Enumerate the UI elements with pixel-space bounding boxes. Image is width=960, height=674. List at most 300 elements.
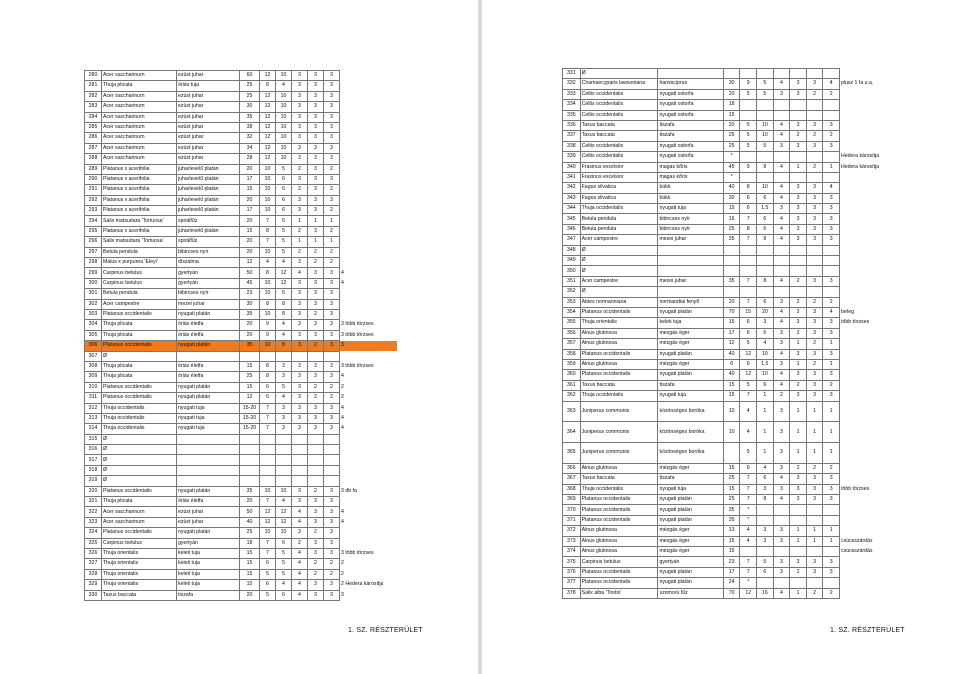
cell-crown-value (757, 152, 774, 162)
cell-v1: 4 (773, 307, 790, 317)
cell-row-id: 335 (563, 110, 581, 120)
cell-v3 (324, 465, 340, 475)
cell-trunk-value: 35 (723, 235, 740, 245)
cell-latin-name: Platanus x acerifolia (102, 164, 177, 174)
cell-v1: 2 (292, 538, 308, 548)
cell-v2: 3 (790, 474, 807, 484)
table-row (563, 380, 892, 390)
cell-hungarian-name: nyugati platán (658, 349, 723, 359)
cell-note (840, 328, 892, 338)
cell-latin-name: Platanus occidentalis (102, 309, 177, 319)
cell-trunk-value: 60 (240, 71, 260, 81)
cell-height-value: 6 (260, 559, 276, 569)
cell-note (840, 370, 892, 380)
cell-row-id: 316 (85, 445, 102, 455)
cell-hungarian-name: ezüst juhar (177, 517, 240, 527)
cell-hungarian-name: tiszafa (658, 120, 723, 130)
cell-v1: 3 (292, 133, 308, 143)
cell-crown-value (276, 465, 292, 475)
cell-v1: 4 (773, 349, 790, 359)
cell-v1 (292, 351, 308, 361)
cell-hungarian-name: nyugati tuja (177, 413, 240, 423)
table-row (85, 361, 397, 371)
cell-note: több törzses (841, 319, 870, 326)
cell-v1: 3 (292, 195, 308, 205)
left-page (0, 0, 478, 674)
cell-row-id: 356 (563, 328, 581, 338)
table-row (563, 276, 892, 286)
cell-crown-value: 5 (757, 557, 774, 567)
cell-v1: 1 (292, 216, 308, 226)
cell-note (840, 359, 892, 369)
cell-v4: 2 (341, 560, 344, 567)
cell-v4: 2 (823, 463, 840, 473)
cell-v2: 3 (308, 112, 324, 122)
cell-note (840, 256, 892, 266)
cell-v2: 2 (308, 382, 324, 392)
cell-row-id: 340 (563, 162, 581, 172)
cell-trunk-value: 15 (240, 559, 260, 569)
cell-note (840, 224, 892, 234)
cell-v4 (340, 247, 397, 257)
cell-height-value: 6 (740, 193, 757, 203)
cell-v2: 3 (790, 183, 807, 193)
cell-hungarian-name: bibircses nyír (177, 247, 240, 257)
cell-v2: 2 (308, 247, 324, 257)
cell-height-value: 7 (260, 413, 276, 423)
cell-note: plusz 1 fa u.a. (841, 80, 874, 87)
cell-crown-value: 5 (276, 226, 292, 236)
cell-v2: 2 (790, 380, 807, 390)
cell-latin-name: Platanus x acerifolia (102, 174, 177, 184)
cell-v3: 3 (324, 580, 340, 590)
cell-height-value: 7 (740, 474, 757, 484)
cell-latin-name: Celtis occidentalis (580, 89, 658, 99)
cell-v4: 1 (823, 162, 840, 172)
cell-v3: 1 (324, 237, 340, 247)
cell-row-id: 281 (85, 81, 102, 91)
cell-v3 (806, 578, 823, 588)
table-row (563, 349, 892, 359)
cell-height-value: 5 (740, 89, 757, 99)
cell-v3: 3 (324, 320, 340, 330)
cell-latin-name: Taxus baccata (580, 380, 658, 390)
cell-trunk-value: 40 (723, 349, 740, 359)
cell-height-value: 6 (740, 328, 757, 338)
cell-trunk-value: 15-20 (240, 403, 260, 413)
table-row (85, 424, 397, 434)
cell-v3: 3 (806, 204, 823, 214)
cell-v1: 4 (773, 370, 790, 380)
cell-height-value: 5 (740, 141, 757, 151)
cell-note (840, 193, 892, 203)
cell-latin-name: Ø (580, 287, 658, 297)
cell-row-id: 317 (85, 455, 102, 465)
cell-v4: 3 db fa (341, 487, 357, 494)
cell-trunk-value: 30 (240, 299, 260, 309)
table-row (563, 484, 892, 494)
cell-v4: 2 (823, 588, 840, 598)
cell-v1: 3 (773, 328, 790, 338)
cell-row-id: 343 (563, 193, 581, 203)
cell-v4: 2 (823, 131, 840, 141)
left-tree-table (84, 70, 397, 601)
cell-crown-value: 6 (276, 174, 292, 184)
cell-crown-value: 6 (276, 206, 292, 216)
cell-trunk-value (240, 465, 260, 475)
cell-row-id: 285 (85, 122, 102, 132)
cell-v1: 3 (292, 486, 308, 496)
cell-hungarian-name: tiszafa (177, 590, 240, 600)
cell-height-value: 6 (740, 359, 757, 369)
cell-v1 (292, 445, 308, 455)
cell-note (840, 557, 892, 567)
cell-v4: 4 (341, 518, 344, 525)
cell-trunk-value: 20 (723, 297, 740, 307)
cell-hungarian-name: óriás életfa (177, 372, 240, 382)
cell-latin-name: Fraxinus excelsior (580, 162, 658, 172)
cell-hungarian-name: közönséges boróka (658, 422, 723, 443)
cell-latin-name: Acer saccharinum (102, 517, 177, 527)
cell-v3: 2 (324, 393, 340, 403)
cell-v4: 3 (823, 214, 840, 224)
cell-trunk-value: 50 (240, 507, 260, 517)
cell-trunk-value: 10 (723, 401, 740, 422)
cell-crown-value (757, 256, 774, 266)
cell-v1 (773, 100, 790, 110)
cell-v2: 3 (308, 195, 324, 205)
cell-v2: 2 (308, 341, 324, 351)
cell-latin-name: Juniperus communis (580, 422, 658, 443)
cell-v3 (806, 515, 823, 525)
cell-latin-name: Platanus occidentalis (102, 393, 177, 403)
cell-v2: 2 (308, 559, 324, 569)
cell-v2: 1 (308, 216, 324, 226)
table-row (563, 515, 892, 525)
cell-v2 (790, 578, 807, 588)
cell-v1: 4 (773, 276, 790, 286)
cell-v4: 3 (823, 141, 840, 151)
cell-latin-name: Platanus occidentalis (580, 505, 658, 515)
cell-latin-name: Salix matsudara 'Tortuosa' (102, 237, 177, 247)
cell-row-id: 346 (563, 224, 581, 234)
cell-v4 (340, 258, 397, 268)
cell-v1: 1 (292, 237, 308, 247)
cell-height-value: 10 (260, 164, 276, 174)
cell-v2: 3 (308, 320, 324, 330)
cell-v2: 2 (308, 258, 324, 268)
cell-trunk-value: 40 (723, 370, 740, 380)
table-row (563, 287, 892, 297)
cell-v3: 1 (806, 422, 823, 443)
cell-row-id: 370 (563, 505, 581, 515)
cell-note (840, 131, 892, 141)
cell-v4: 3 több törzses (341, 550, 374, 557)
cell-crown-value: 8 (757, 235, 774, 245)
cell-latin-name: Chamaecyparis lawsoniana (580, 79, 658, 89)
cell-crown-value: 10 (276, 71, 292, 81)
cell-v3: 3 (324, 372, 340, 382)
cell-row-id: 303 (85, 309, 102, 319)
cell-v3: 3 (324, 143, 340, 153)
table-row (85, 382, 397, 392)
table-row (85, 195, 397, 205)
cell-latin-name: Ø (102, 465, 177, 475)
cell-row-id: 366 (563, 463, 581, 473)
cell-height-value (260, 476, 276, 486)
cell-latin-name: Thuja plicata (102, 330, 177, 340)
cell-row-id: 298 (85, 258, 102, 268)
table-row (563, 89, 892, 99)
cell-trunk-value: 30 (723, 193, 740, 203)
cell-hungarian-name: bibircses nyír (658, 224, 723, 234)
cell-trunk-value: 17 (240, 174, 260, 184)
table-row (85, 569, 397, 579)
cell-v3: 2 (806, 339, 823, 349)
cell-v2: 2 (308, 309, 324, 319)
cell-hungarian-name: juharlevelű platán (177, 226, 240, 236)
cell-hungarian-name: tiszafa (658, 474, 723, 484)
cell-trunk-value: 13 (723, 526, 740, 536)
cell-v3: 1 (806, 443, 823, 464)
cell-hungarian-name: nyugati platán (658, 505, 723, 515)
cell-v1: 3 (773, 297, 790, 307)
cell-v2 (790, 266, 807, 276)
cell-v3: 3 (324, 424, 340, 434)
cell-hungarian-name: nyugati ostorfa (658, 89, 723, 99)
cell-v4: 3 (823, 328, 840, 338)
cell-hungarian-name: tiszafa (658, 380, 723, 390)
cell-latin-name: Platanus x acerifolia (102, 195, 177, 205)
cell-v2 (308, 455, 324, 465)
cell-latin-name: Ø (102, 476, 177, 486)
cell-trunk-value: 16 (723, 214, 740, 224)
cell-v3: 3 (324, 309, 340, 319)
cell-v2 (790, 172, 807, 182)
cell-v4: 3 (340, 341, 397, 351)
cell-hungarian-name: ezüst juhar (177, 112, 240, 122)
cell-v2 (790, 287, 807, 297)
cell-row-id: 286 (85, 133, 102, 143)
cell-trunk-value: 35 (723, 276, 740, 286)
cell-trunk-value: 30 (723, 79, 740, 89)
cell-latin-name: Platanus x acerifolia (102, 226, 177, 236)
cell-row-id: 336 (563, 120, 581, 130)
cell-crown-value: 3 (276, 372, 292, 382)
cell-trunk-value: 12 (723, 339, 740, 349)
cell-v1: 3 (292, 258, 308, 268)
cell-latin-name: Ø (102, 351, 177, 361)
cell-trunk-value: 15-20 (240, 413, 260, 423)
cell-v3: 3 (324, 278, 340, 288)
cell-v3: 3 (806, 141, 823, 151)
table-row (563, 235, 892, 245)
cell-v4 (340, 528, 397, 538)
cell-trunk-value: 12 (240, 258, 260, 268)
cell-v2: 3 (790, 349, 807, 359)
cell-crown-value: 8 (276, 309, 292, 319)
cell-v3 (806, 547, 823, 557)
cell-crown-value: 16 (757, 588, 774, 598)
cell-v2: 3 (308, 164, 324, 174)
cell-v3: 3 (806, 183, 823, 193)
cell-row-id: 330 (85, 590, 102, 600)
cell-v2: 3 (308, 268, 324, 278)
cell-height-value (740, 172, 757, 182)
cell-v2 (790, 69, 807, 79)
cell-hungarian-name: óriás életfa (177, 361, 240, 371)
cell-trunk-value: 15 (240, 226, 260, 236)
cell-crown-value (757, 266, 774, 276)
cell-latin-name: Betula pendula (580, 224, 658, 234)
cell-trunk-value: 38 (240, 122, 260, 132)
cell-trunk-value: 15 (240, 580, 260, 590)
cell-hungarian-name: ezüst juhar (177, 102, 240, 112)
cell-v4: 3 (823, 318, 840, 328)
cell-v2 (790, 505, 807, 515)
cell-v2: 3 (308, 403, 324, 413)
cell-row-id: 350 (563, 266, 581, 276)
cell-height-value: 8 (260, 299, 276, 309)
cell-v2: 1 (308, 237, 324, 247)
cell-latin-name: Thuja orientalis (580, 318, 658, 328)
table-row (563, 339, 892, 349)
cell-latin-name: Platanus occidentalis (580, 567, 658, 577)
cell-v2: 3 (308, 548, 324, 558)
cell-hungarian-name: nyugati tuja (658, 391, 723, 401)
cell-trunk-value: 70 (723, 588, 740, 598)
cell-latin-name: Acer saccharinum (102, 102, 177, 112)
cell-v3 (806, 505, 823, 515)
cell-row-id: 300 (85, 278, 102, 288)
cell-v3: 3 (806, 474, 823, 484)
cell-note (840, 266, 892, 276)
cell-v4 (823, 505, 840, 515)
cell-v1: 3 (292, 341, 308, 351)
cell-height-value: 4 (740, 401, 757, 422)
cell-latin-name: Alnus glutinosa (580, 526, 658, 536)
cell-v4: 3 (823, 349, 840, 359)
cell-crown-value (757, 287, 774, 297)
cell-v3: 3 (324, 112, 340, 122)
cell-v4 (340, 185, 397, 195)
cell-v1: 4 (773, 193, 790, 203)
cell-height-value: 12 (740, 349, 757, 359)
cell-v2: 2 (790, 567, 807, 577)
cell-v4: 2 (823, 380, 840, 390)
cell-crown-value: 10 (276, 91, 292, 101)
cell-hungarian-name: bükk (658, 183, 723, 193)
cell-height-value (260, 465, 276, 475)
cell-hungarian-name: nyugati tuja (658, 484, 723, 494)
cell-trunk-value: 35 (240, 309, 260, 319)
cell-note: csúcsszárdás (841, 548, 873, 555)
cell-row-id: 306 (85, 341, 102, 351)
cell-trunk-value: 24 (723, 578, 740, 588)
cell-trunk-value: 23 (240, 289, 260, 299)
cell-height-value (740, 69, 757, 79)
cell-note (840, 349, 892, 359)
cell-crown-value: 1 (757, 391, 774, 401)
cell-height-value: 12 (260, 112, 276, 122)
table-row (85, 91, 397, 101)
cell-crown-value: 3 (276, 361, 292, 371)
cell-v4: 3 (823, 235, 840, 245)
cell-v3: 3 (324, 268, 340, 278)
cell-v3: 2 (806, 89, 823, 99)
cell-v2: 3 (308, 81, 324, 91)
cell-height-value: 6 (260, 393, 276, 403)
cell-hungarian-name: spirálfűz (177, 216, 240, 226)
cell-v2: 3 (790, 141, 807, 151)
cell-height-value: 8 (260, 361, 276, 371)
cell-row-id: 363 (563, 401, 581, 422)
cell-v3 (324, 351, 340, 361)
cell-crown-value: 4 (276, 497, 292, 507)
cell-v3: 3 (324, 341, 340, 351)
cell-trunk-value (723, 443, 740, 464)
cell-v1: 3 (773, 359, 790, 369)
cell-latin-name: Platanus occidentalis (580, 515, 658, 525)
table-row (85, 486, 397, 496)
table-row (563, 401, 892, 422)
table-row (85, 258, 397, 268)
cell-v2: 1 (790, 359, 807, 369)
cell-latin-name: Platanus occidentalis (580, 307, 658, 317)
cell-trunk-value: 40 (723, 183, 740, 193)
cell-height-value: 12 (260, 71, 276, 81)
cell-hungarian-name: nyugati ostorfa (658, 141, 723, 151)
cell-v3: 3 (324, 195, 340, 205)
cell-crown-value: 8 (276, 341, 292, 351)
cell-trunk-value: 50 (240, 268, 260, 278)
cell-v1: 4 (773, 474, 790, 484)
cell-v2: 1 (790, 339, 807, 349)
cell-row-id: 378 (563, 588, 581, 598)
cell-crown-value: 3 (757, 484, 774, 494)
cell-v3: 3 (324, 590, 340, 600)
cell-height-value: 15 (740, 307, 757, 317)
cell-height-value (740, 266, 757, 276)
cell-height-value: 8 (260, 226, 276, 236)
table-row (563, 245, 892, 255)
cell-hungarian-name: bükk (658, 193, 723, 203)
cell-v2: 3 (308, 143, 324, 153)
cell-latin-name: Fagus silvatica (580, 193, 658, 203)
cell-latin-name: Thuja occidentalis (580, 391, 658, 401)
cell-v4: 2 (823, 89, 840, 99)
cell-hungarian-name: mézgás éger (658, 463, 723, 473)
cell-trunk-value: 35 (240, 341, 260, 351)
cell-v4 (340, 174, 397, 184)
cell-v4: 3 (341, 591, 344, 598)
table-row (563, 100, 892, 110)
cell-v2: 3 (308, 122, 324, 132)
table-row (563, 141, 892, 151)
cell-trunk-value: 15 (723, 391, 740, 401)
cell-v3: 2 (806, 463, 823, 473)
cell-row-id: 315 (85, 434, 102, 444)
cell-hungarian-name: nyugati tuja (658, 204, 723, 214)
cell-latin-name: Celtis occidentalis (580, 110, 658, 120)
cell-row-id: 288 (85, 154, 102, 164)
cell-v3: 3 (806, 120, 823, 130)
cell-note (840, 297, 892, 307)
cell-crown-value: 5 (757, 141, 774, 151)
table-row (85, 590, 397, 600)
cell-v4 (340, 164, 397, 174)
cell-v4 (340, 538, 397, 548)
